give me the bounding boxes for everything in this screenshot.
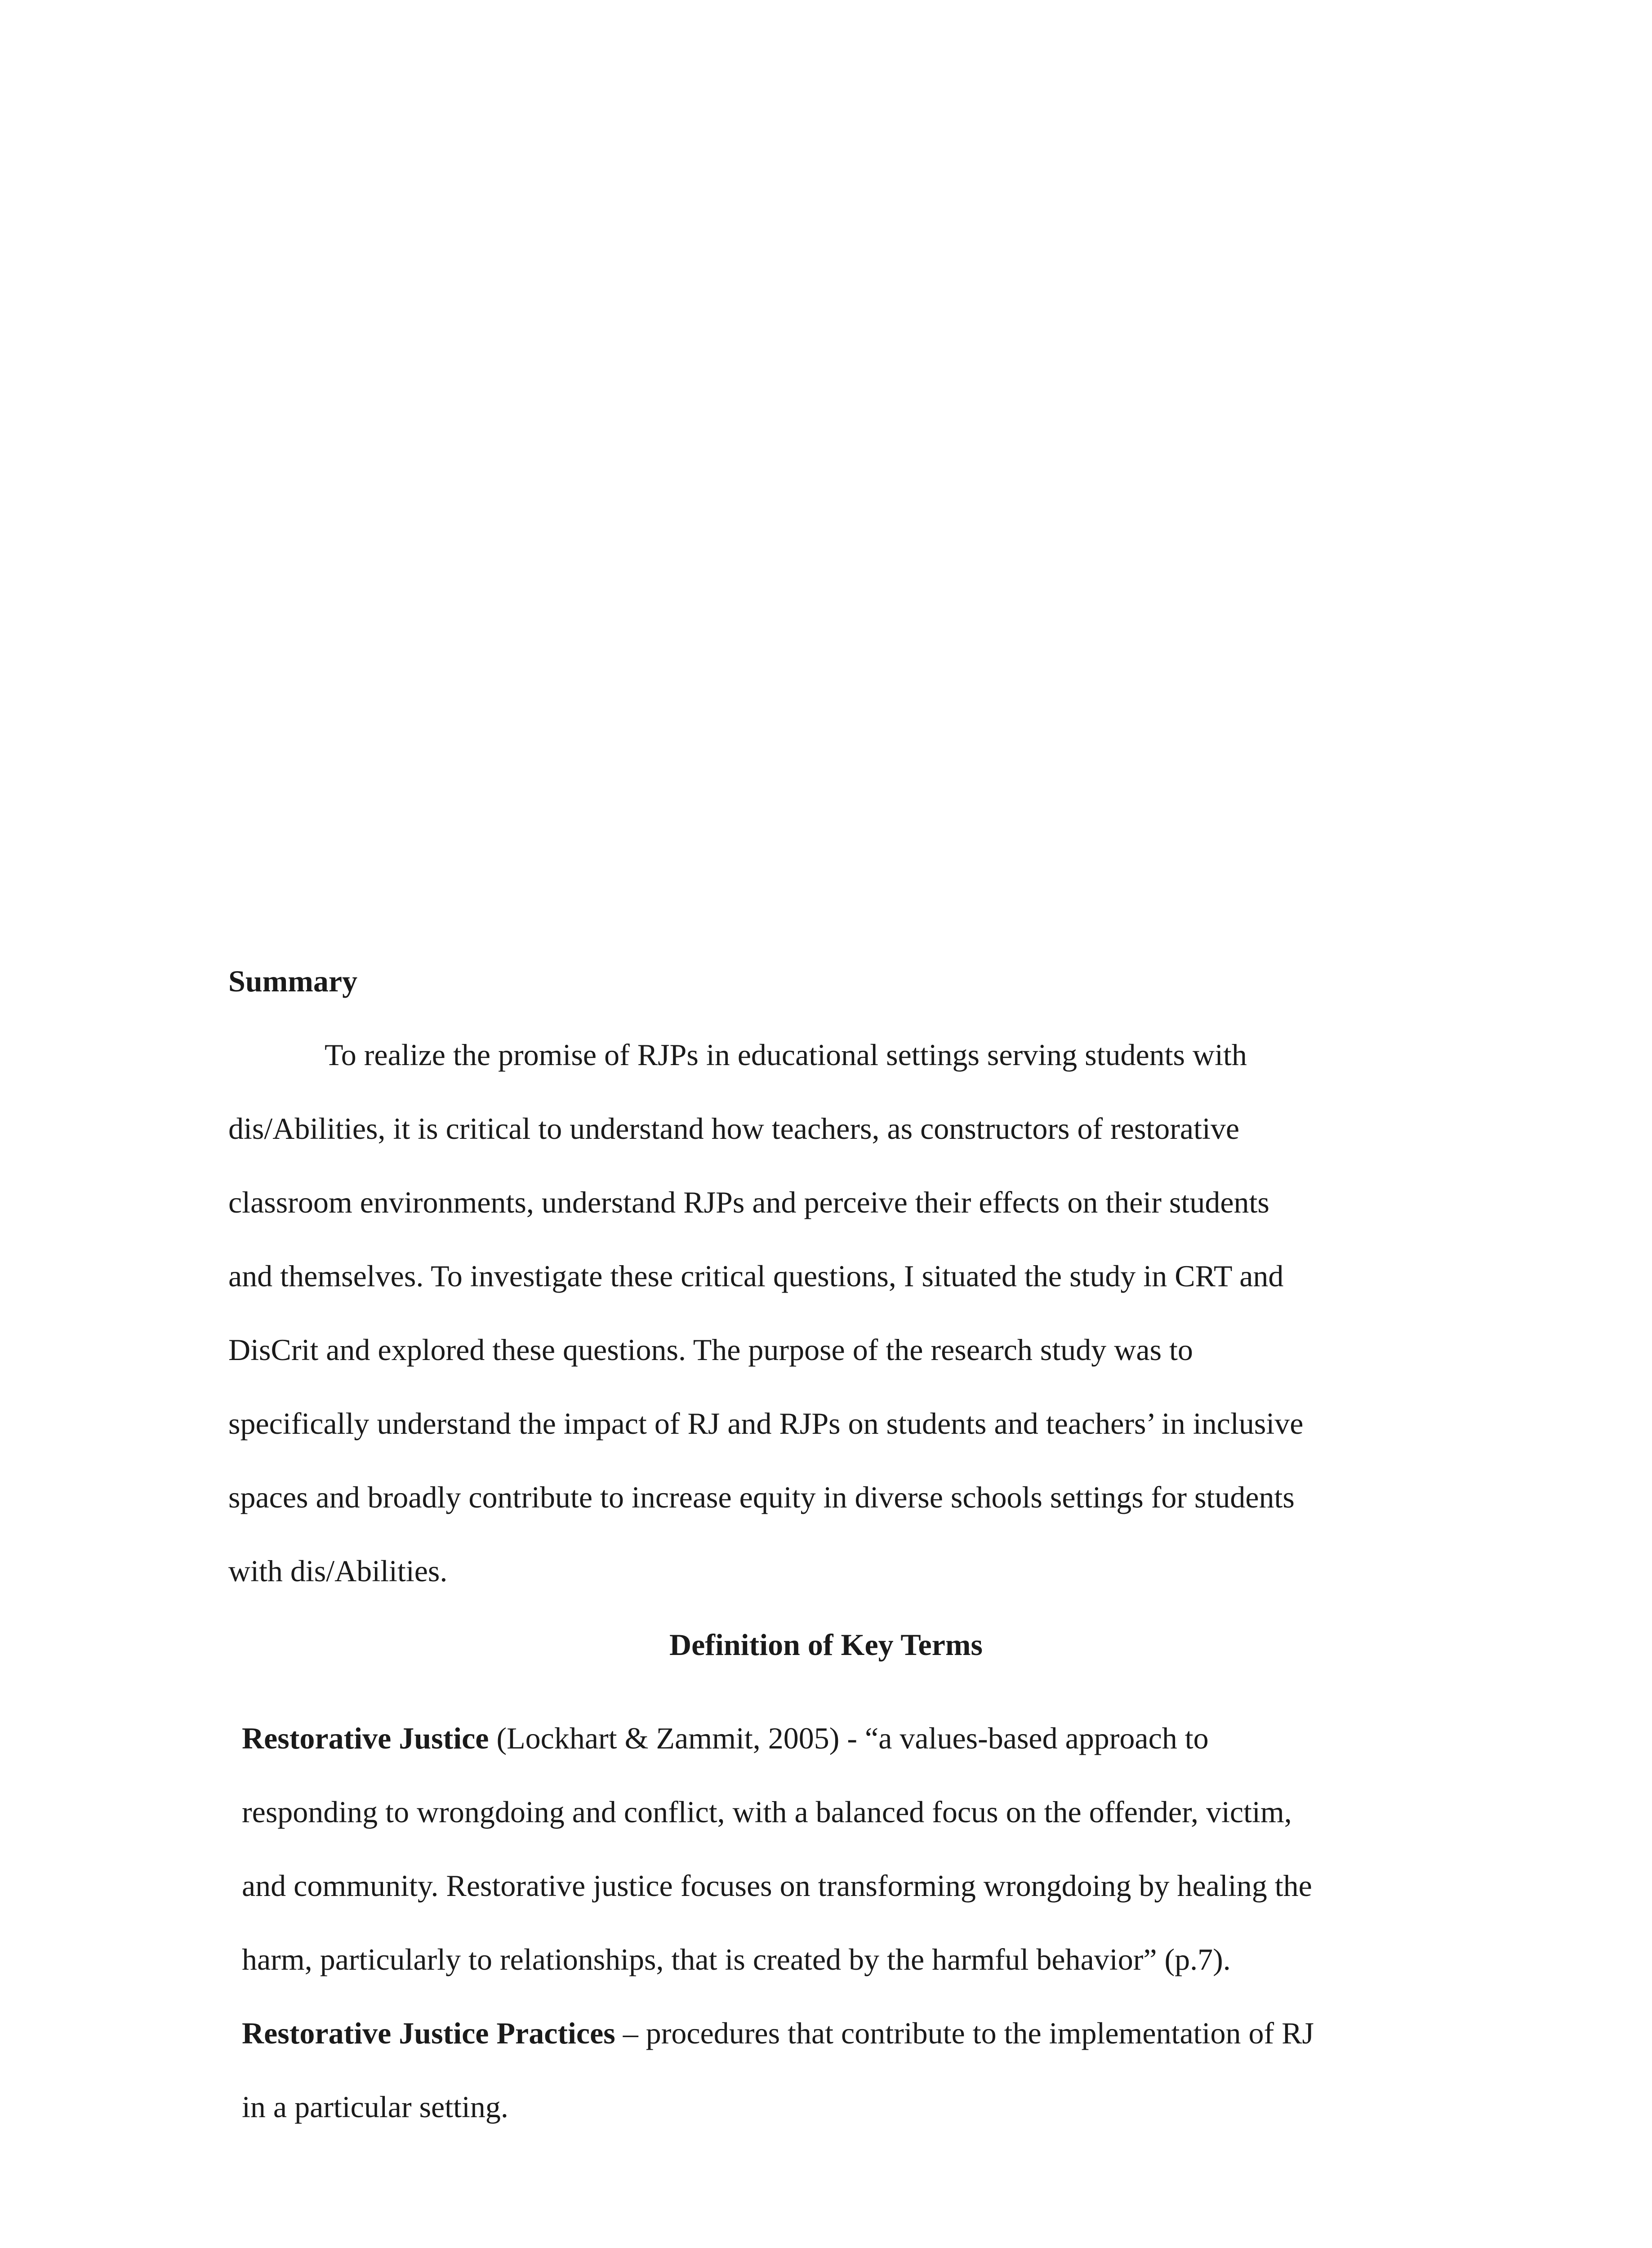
rjp-definition-line-1 bbox=[242, 2015, 1314, 2051]
rj-citation: (Lockhart & Zammit, 2005) - “a values-based approach to bbox=[489, 1721, 1209, 1755]
summary-line-8: with dis/Abilities. bbox=[228, 1554, 448, 1588]
rj-definition-line-1 bbox=[242, 1720, 1209, 1756]
rjp-definition-line-2: in a particular setting. bbox=[242, 2090, 508, 2124]
summary-line-6: specifically understand the impact of RJ and RJPs on students and teachers’ in inclusive bbox=[228, 1406, 1304, 1441]
summary-line-7: spaces and broadly contribute to increase equity in diverse schools settings for students bbox=[228, 1480, 1295, 1514]
rj-term: Restorative Justice bbox=[242, 1721, 489, 1755]
rj-definition-line-4: harm, particularly to relationships, that is created by the harmful behavior” (p.7). bbox=[242, 1942, 1231, 1976]
summary-line-4: and themselves. To investigate these critical questions, I situated the study in CRT and bbox=[228, 1259, 1284, 1293]
summary-line-3: classroom environments, understand RJPs and perceive their effects on their students bbox=[228, 1185, 1269, 1219]
rjp-term: Restorative Justice Practices bbox=[242, 2016, 615, 2050]
summary-heading: Summary bbox=[228, 964, 358, 998]
summary-line-2: dis/Abilities, it is critical to understand how teachers, as constructors of restorative bbox=[228, 1111, 1240, 1146]
key-terms-heading: Definition of Key Terms bbox=[669, 1628, 983, 1662]
summary-line-5: DisCrit and explored these questions. The purpose of the research study was to bbox=[228, 1333, 1193, 1367]
summary-line-1: To realize the promise of RJPs in educational settings serving students with bbox=[325, 1038, 1247, 1072]
rj-definition-line-3: and community. Restorative justice focuses on transforming wrongdoing by healing the bbox=[242, 1869, 1312, 1903]
rjp-definition-text: – procedures that contribute to the implementation of RJ bbox=[615, 2016, 1314, 2050]
rj-definition-line-2: responding to wrongdoing and conflict, with a balanced focus on the offender, victim, bbox=[242, 1795, 1292, 1829]
